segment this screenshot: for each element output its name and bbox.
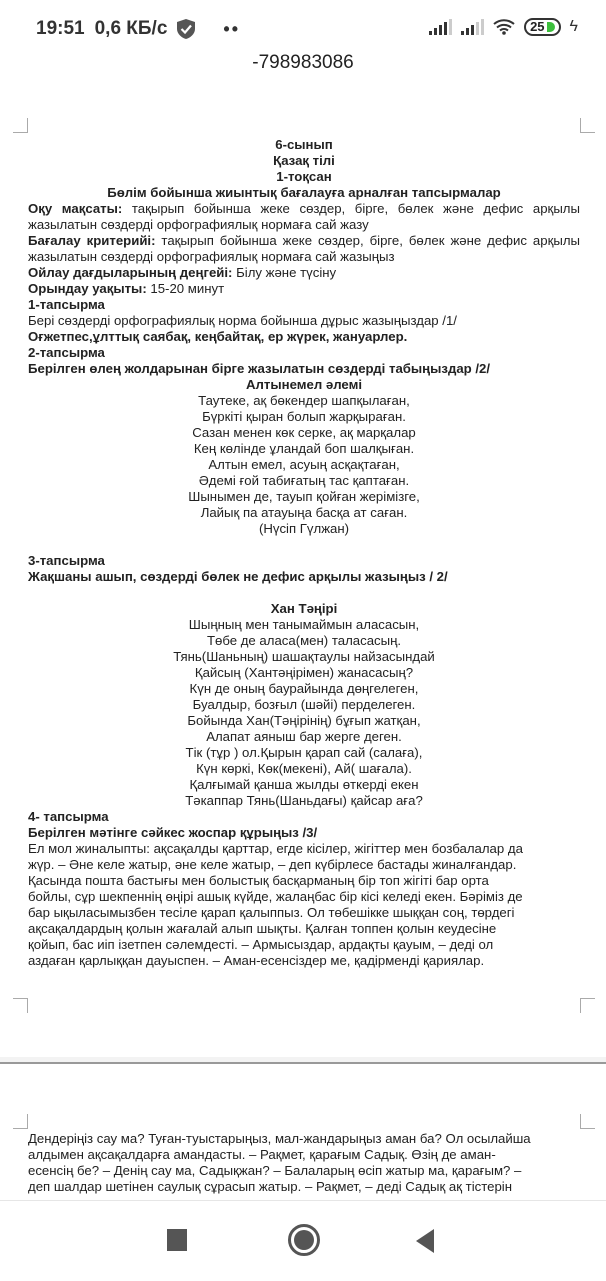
status-bar <box>0 0 606 56</box>
page-corner-mark <box>13 118 28 133</box>
task2-instruction: Берілген өлең жолдарынан бірге жазылатын сөздерді табыңыздар /2/ <box>28 361 491 376</box>
poem-line: Тік (тұр ) ол.Қырын қарап сай (салаға), <box>185 745 423 760</box>
poem-line: Күн де оның баурайында дөңгелеген, <box>189 681 419 696</box>
page-corner-mark <box>580 118 595 133</box>
home-circle-icon[interactable] <box>288 1224 320 1256</box>
text-line: Ел мол жиналыпты: ақсақалды қарттар, егде кісілер, жігіттер мен бозбалалар да <box>28 841 523 856</box>
poem-line: Төбе де аласа(мен) таласасың. <box>206 633 402 648</box>
poem-line: Лайық па атауыңа басқа ат саған. <box>200 505 408 520</box>
task3-poem-title: Хан Тәңірі <box>270 601 338 616</box>
document-page-1 <box>28 137 580 969</box>
meta-time: Орындау уақыты: 15-20 минут <box>28 281 225 296</box>
task4-instruction: Берілген мәтінге сәйкес жоспар құрыңыз /3/ <box>28 825 318 840</box>
task4-text <box>28 841 580 969</box>
text-line: Қасында пошта бастығы мен болыстық басқарманың бір топ жігіті бар орта <box>28 873 489 888</box>
poem-line: Тәкаппар Тянь(Шаньдағы) қайсар аға? <box>185 793 423 808</box>
poem-line: Қалғымай қанша жылды өткерді екен <box>189 777 419 792</box>
header-grade: 6-сынып <box>275 137 333 152</box>
poem-line: Қайсың (Хантәңірімен) жанасасың? <box>194 665 414 680</box>
task2-poem <box>28 393 580 537</box>
task3-title: 3-тапсырма <box>28 553 105 568</box>
signal-icon <box>461 19 484 35</box>
task3-poem <box>28 617 580 809</box>
poem-line: Кең көлінде ұландай боп шалқыған. <box>193 441 415 456</box>
text-line: жүр. – Әне келе жатыр, әне келе жатыр, – деп күбірлесе бастады жиналғандар. <box>28 857 517 872</box>
task1-title: 1-тапсырма <box>28 297 105 312</box>
page-corner-mark <box>13 998 28 1013</box>
text-line: бар ықыласымызбен тесіле қарап қалыппыз. Ол төбешікке шыққан соң, төрдегі <box>28 905 515 920</box>
task1-instruction: Бері сөздерді орфографиялық норма бойынша дұрыс жазыңыздар /1/ <box>28 313 457 328</box>
document-page-2 <box>28 1131 580 1195</box>
page-separator <box>0 1062 606 1064</box>
header-quarter: 1-тоқсан <box>276 169 332 184</box>
poem-line: Күн көркі, Көк(мекені), Ай( шағала). <box>196 761 412 776</box>
poem-line: Бойында Хан(Тәңірінің) бұғып жатқан, <box>187 713 421 728</box>
back-triangle-icon[interactable] <box>416 1229 434 1253</box>
text-line: аздаған қарлыққан дауыспен. – Аман-есенсіздер ме, қадірменді қариялар. <box>28 953 485 968</box>
task1-words: Оғжетпес,ұлттық саябақ, кеңбайтақ, ер жүрек, жануарлер. <box>28 329 408 344</box>
text-line: деп шалдар шетінен саулық сұрасып жатыр. – Рақмет, – деді Садық ақ тістерін <box>28 1179 513 1194</box>
text-line: алдымен ақсақалдарға амандасты. – Рақмет, қарағым Садық. Өзің де аман- <box>28 1147 496 1162</box>
charging-bolt-icon: ϟ <box>569 18 578 35</box>
task4-title: 4- тапсырма <box>28 809 109 824</box>
poem-author: (Нүсіп Гүлжан) <box>258 521 350 536</box>
task2-poem-title: Алтынемел әлемі <box>246 377 362 392</box>
clock: 19:51 <box>36 18 85 39</box>
document-title: -798983086 <box>252 52 354 73</box>
text-line: есенсің бе? – Денің сау ма, Садықжан? – Балаларың өсіп жатыр ма, қарағым? – <box>28 1163 522 1178</box>
battery-icon <box>524 18 560 36</box>
text-line: қойып, бас иіп ізетпен сәлемдесті. – Армысыздар, ардақты қауым, – деді ол <box>28 937 494 952</box>
page-corner-mark <box>580 998 595 1013</box>
text-line: ақсақалдардың қолын жағалай алып шықты. Қалған топпен қолын кеудесіне <box>28 921 497 936</box>
poem-line: Алапат аяныш бар жерге деген. <box>206 729 402 744</box>
poem-line: Буалдыр, бозғыл (шәйі) перделеген. <box>192 697 416 712</box>
signal-icon <box>429 19 452 35</box>
battery-level: 25 <box>530 19 545 34</box>
wifi-icon <box>493 19 515 35</box>
navigation-bar <box>0 1200 606 1281</box>
header-subject: Қазақ тілі <box>273 153 335 168</box>
poem-line: Шынымен де, тауып қойған жерімізге, <box>188 489 420 504</box>
poem-line: Таутеке, ақ бөкендер шапқылаған, <box>198 393 410 408</box>
page-corner-mark <box>13 1114 28 1129</box>
text-line: Дендеріңіз сау ма? Туған-туыстарыңыз, мал-жандарыңыз аман ба? Ол осылайша <box>28 1131 531 1146</box>
shield-check-icon <box>177 19 195 39</box>
poem-line: Тянь(Шаньның) шашақтаулы найзасындай <box>173 649 435 664</box>
poem-line: Алтын емел, асуың асқақтаған, <box>208 457 400 472</box>
text-line: бойлы, сұр шекпеннің өңірі ашық күйде, жалаңбас бір кісі келеді екен. Бәріміз де <box>28 889 523 904</box>
poem-line: Әдемі ғой табиғатың тас қаптаған. <box>198 473 410 488</box>
task2-title: 2-тапсырма <box>28 345 105 360</box>
network-speed: 0,6 КБ/с <box>94 18 168 39</box>
meta-criteria: Бағалау критерийі: тақырып бойынша жеке сөздер, бірге, бөлек және дефис арқылы жазылатын сөздерді орфографиялық нормаға сай жазыңыз <box>28 233 580 264</box>
poem-line: Бүркіті қыран болып жарқыраған. <box>202 409 406 424</box>
meta-thinking-level: Ойлау дағдыларының деңгейі: Білу және түсіну <box>28 265 337 280</box>
header-heading: Бөлім бойынша жиынтық бағалауға арналған тапсырмалар <box>107 185 501 200</box>
poem-line: Сазан менен көк серке, ақ марқалар <box>192 425 416 440</box>
meta-learning-goal: Оқу мақсаты: тақырып бойынша жеке сөздер, бірге, бөлек және дефис арқылы жазылатын сөздерді орфографиялық нормаға сай жазу <box>28 201 580 232</box>
more-dots-icon: •• <box>223 18 241 39</box>
task3-instruction: Жақшаны ашып, сөздерді бөлек не дефис арқылы жазыңыз / 2/ <box>28 569 448 584</box>
recents-square-icon[interactable] <box>167 1229 187 1251</box>
page-corner-mark <box>580 1114 595 1129</box>
poem-line: Шыңның мен танымаймын аласасын, <box>188 617 420 632</box>
